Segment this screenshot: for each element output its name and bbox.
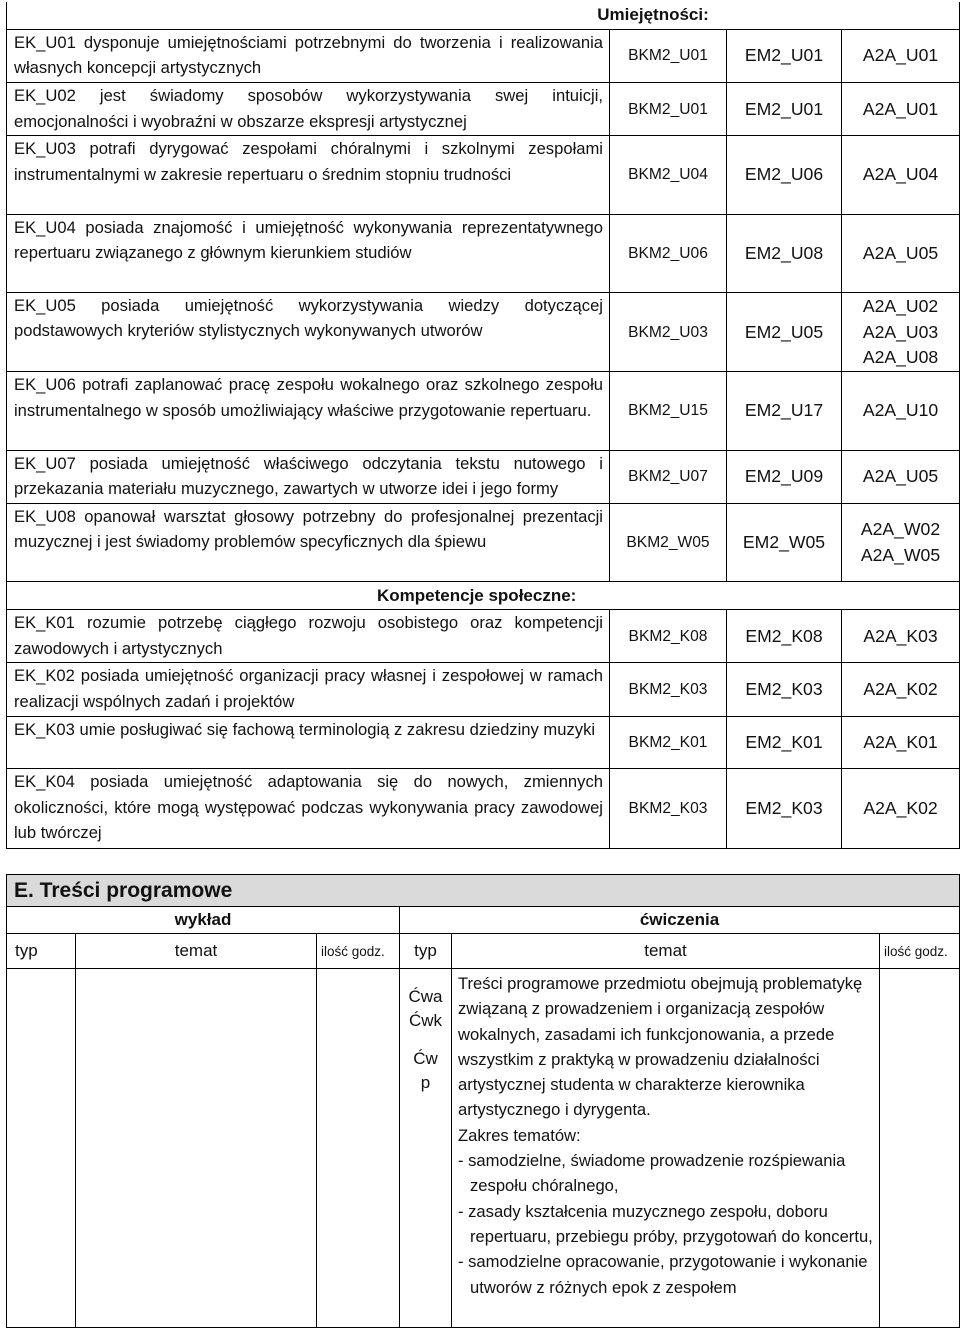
skill-outcome-code-c1: BKM2_U01: [610, 83, 727, 136]
skill-outcome-code-c2: EM2_W05: [727, 504, 842, 582]
lecture-label: wykład: [7, 907, 400, 934]
skills-header: [7, 2, 960, 29]
social-outcome-code-c2: EM2_K03: [727, 663, 842, 716]
exercise-type-cwa: Ćwa: [408, 987, 443, 1006]
skill-outcome-code-c1: BKM2_U03: [610, 292, 727, 372]
exercises-hours-header: ilość godz.: [880, 934, 960, 969]
social-outcome-code-c2: EM2_K08: [727, 610, 842, 663]
social-outcome-code-c2: EM2_K03: [727, 769, 842, 849]
program-title: E. Treści programowe: [7, 875, 960, 907]
exercises-typ-cell: [400, 969, 452, 1328]
social-outcome-description: EK_K01 rozumie potrzebę ciągłego rozwoju osobistego oraz kompetencji zawodowych i artystycznych: [7, 610, 610, 663]
lecture-typ-cell: [7, 969, 76, 1328]
skill-outcome-code-c1: BKM2_U01: [610, 29, 727, 82]
skill-outcome-description: EK_U08 opanował warsztat głosowy potrzebny do profesjonalnej prezentacji muzycznej i jest świadomy problemów specyficznych dla śpiewu: [7, 504, 610, 582]
skill-outcome-code-c1: BKM2_U07: [610, 450, 727, 503]
skill-outcome-code-c3-item: A2A_W05: [860, 544, 941, 565]
social-outcome-description: EK_K02 posiada umiejętność organizacji pracy własnej i zespołowej w ramach realizacji wspólnych zadań i projektów: [7, 663, 610, 716]
skill-outcome-description: EK_U01 dysponuje umiejętnościami potrzebnymi do tworzenia i realizowania własnych koncepcji artystycznych: [7, 29, 610, 82]
program-content-row: [7, 969, 960, 1328]
skill-outcome-code-c3-item: A2A_W02: [860, 519, 941, 540]
skill-outcome-code-c3-item: A2A_U10: [862, 400, 939, 421]
skill-outcome-code-c3: [842, 372, 960, 450]
skill-outcome-code-c2: EM2_U01: [727, 29, 842, 82]
skill-outcome-description: EK_U02 jest świadomy sposobów wykorzystywania swej intuicji, emocjonalności i wyobraźni w obszarze ekspresji artystycznej: [7, 83, 610, 136]
skill-outcome-code-c2: EM2_U05: [727, 292, 842, 372]
skills-header-row: [7, 2, 960, 29]
program-topics-list: [458, 1148, 873, 1300]
skill-outcome-code-c1: BKM2_U06: [610, 214, 727, 292]
program-scope-label: Zakres tematów:: [458, 1125, 581, 1145]
skill-outcome-code-c3-item: A2A_U01: [862, 45, 939, 66]
social-outcome-code-c1: BKM2_K03: [610, 663, 727, 716]
social-outcome-code-c1: BKM2_K08: [610, 610, 727, 663]
skill-outcome-code-c3-item: A2A_U05: [862, 242, 939, 263]
program-topic-item: - samodzielne opracowanie, przygotowanie i wykonanie utworów z różnych epok z zespołem: [458, 1252, 868, 1297]
skill-outcome-code-c2: EM2_U01: [727, 83, 842, 136]
learning-outcomes-body: [7, 2, 960, 849]
lecture-hours-cell: [317, 969, 400, 1328]
skill-outcome-row: [7, 136, 960, 214]
exercises-temat-cell: [452, 969, 880, 1328]
skill-outcome-row: [7, 29, 960, 82]
skill-outcome-code-c3: [842, 450, 960, 503]
exercise-type-cw: Ćw: [413, 1049, 438, 1068]
skill-outcome-description: EK_U06 potrafi zaplanować pracę zespołu wokalnego oraz szkolnego zespołu instrumentalnego w sposób umożliwiający właściwe przygotowanie repertuaru.: [7, 372, 610, 450]
program-topic-item: - samodzielne, świadome prowadzenie rozśpiewania zespołu chóralnego,: [458, 1151, 846, 1196]
program-content-table: [6, 874, 960, 1328]
social-header-text: Kompetencje społeczne:: [377, 585, 577, 605]
skill-outcome-code-c3: [842, 292, 960, 372]
program-intro: Treści programowe przedmiotu obejmują problematykę związaną z prowadzeniem i organizacją zespołów wokalnych, zasadami ich funkcjonowania, a przede wszystkim z praktyką w prowadzeniu działalności artystycznej studenta w charakterze kierownika artystycznego i dyrygenta.: [458, 974, 863, 1120]
exercises-label: ćwiczenia: [400, 907, 960, 934]
skills-header-text: Umiejętności:: [597, 5, 709, 25]
lecture-temat-cell: [76, 969, 317, 1328]
skill-outcome-code-c3-item: A2A_U05: [862, 466, 939, 487]
social-outcome-code-c3-item: A2A_K02: [863, 678, 938, 699]
social-outcome-row: [7, 769, 960, 849]
social-outcome-code-c3: [842, 663, 960, 716]
social-outcome-description: EK_K04 posiada umiejętność adaptowania się do nowych, zmiennych okoliczności, które mogą występować podczas wykonywania pracy zawodowej lub twórczej: [7, 769, 610, 849]
lecture-hours-header: ilość godz.: [317, 934, 400, 969]
social-outcome-code-c3-item: A2A_K01: [863, 731, 938, 752]
skill-outcome-code-c1: BKM2_U15: [610, 372, 727, 450]
skill-outcome-code-c3-item: A2A_U04: [862, 164, 939, 185]
skill-outcome-code-c3: [842, 83, 960, 136]
skill-outcome-description: EK_U07 posiada umiejętność właściwego odczytania tekstu nutowego i przekazania materiału muzycznego, zawartych w utworze idei i jego formy: [7, 450, 610, 503]
program-topic-item: - zasady kształcenia muzycznego zespołu, doboru repertuaru, przebiegu próby, przygotowań do koncertu,: [458, 1201, 873, 1246]
social-outcome-code-c1: BKM2_K03: [610, 769, 727, 849]
skill-outcome-code-c1: BKM2_U04: [610, 136, 727, 214]
program-subheader-row: [7, 907, 960, 934]
skill-outcome-code-c3: [842, 29, 960, 82]
skill-outcome-description: EK_U03 potrafi dyrygować zespołami chóralnymi i szkolnymi zespołami instrumentalnymi w zakresie repertuaru o średnim stopniu trudności: [7, 136, 610, 214]
social-outcome-row: [7, 663, 960, 716]
social-outcome-code-c3: [842, 716, 960, 769]
skill-outcome-row: [7, 372, 960, 450]
skill-outcome-row: [7, 450, 960, 503]
skill-outcome-code-c1: BKM2_W05: [610, 504, 727, 582]
skill-outcome-code-c3: [842, 136, 960, 214]
social-outcome-code-c2: EM2_K01: [727, 716, 842, 769]
social-outcome-row: [7, 610, 960, 663]
exercise-type-p: p: [420, 1073, 431, 1092]
program-content-text: [452, 969, 879, 1300]
skill-outcome-code-c3: [842, 504, 960, 582]
exercise-types: [400, 969, 451, 1095]
social-outcome-code-c3-item: A2A_K02: [863, 797, 938, 818]
exercises-hours-cell: [880, 969, 960, 1328]
lecture-typ-header: typ: [7, 934, 76, 969]
exercises-typ-header: typ: [400, 934, 452, 969]
skill-outcome-code-c2: EM2_U06: [727, 136, 842, 214]
skill-outcome-description: EK_U05 posiada umiejętność wykorzystywania wiedzy dotyczącej podstawowych kryteriów stylistycznych wykonywanych utworów: [7, 292, 610, 372]
skill-outcome-description: EK_U04 posiada znajomość i umiejętność wykonywania reprezentatywnego repertuaru związanego z głównym kierunkiem studiów: [7, 214, 610, 292]
program-title-row: [7, 875, 960, 907]
exercise-type-cwk: Ćwk: [408, 1011, 443, 1030]
exercises-temat-header: temat: [452, 934, 880, 969]
program-columns-row: [7, 934, 960, 969]
social-header-row: [7, 582, 960, 610]
social-outcome-code-c3: [842, 769, 960, 849]
lecture-temat-header: temat: [76, 934, 317, 969]
skill-outcome-code-c3-item: A2A_U02: [862, 296, 939, 317]
social-header: [7, 582, 960, 610]
learning-outcomes-table: [6, 2, 960, 849]
skill-outcome-code-c3-item: A2A_U03: [862, 321, 939, 342]
skill-outcome-row: [7, 214, 960, 292]
skill-outcome-code-c2: EM2_U17: [727, 372, 842, 450]
social-outcome-row: [7, 716, 960, 769]
skill-outcome-code-c3-item: A2A_U01: [862, 98, 939, 119]
social-outcome-code-c3: [842, 610, 960, 663]
skill-outcome-code-c3: [842, 214, 960, 292]
skill-outcome-row: [7, 83, 960, 136]
social-outcome-description: EK_K03 umie posługiwać się fachową terminologią z zakresu dziedziny muzyki: [7, 716, 610, 769]
skill-outcome-code-c2: EM2_U09: [727, 450, 842, 503]
skill-outcome-code-c2: EM2_U08: [727, 214, 842, 292]
social-outcome-code-c1: BKM2_K01: [610, 716, 727, 769]
skill-outcome-row: [7, 504, 960, 582]
social-outcome-code-c3-item: A2A_K03: [863, 625, 938, 646]
skill-outcome-code-c3-item: A2A_U08: [862, 346, 939, 367]
skill-outcome-row: [7, 292, 960, 372]
exercise-type-gap: [400, 1033, 451, 1047]
